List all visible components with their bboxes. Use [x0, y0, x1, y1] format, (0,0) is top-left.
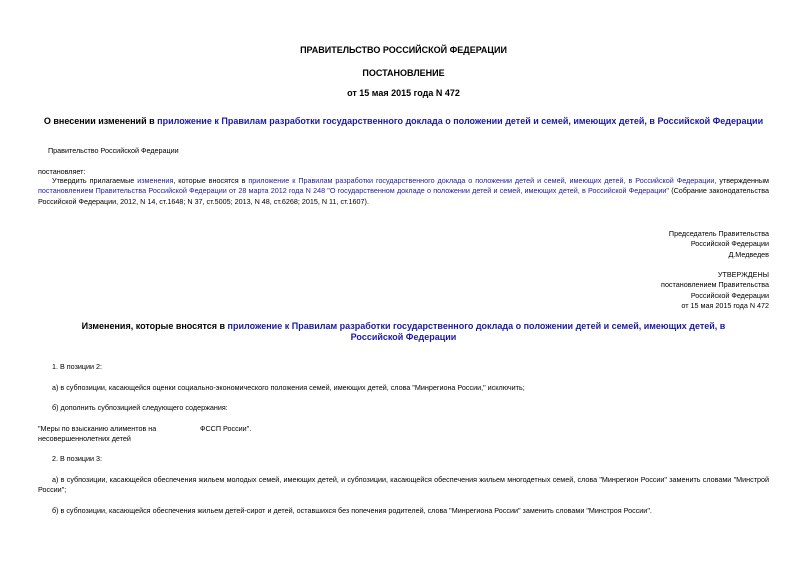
- p1-text-mid2: , утвержденным: [714, 176, 769, 185]
- header-org: ПРАВИТЕЛЬСТВО РОССИЙСКОЙ ФЕДЕРАЦИИ: [300, 45, 507, 55]
- link-decree-248[interactable]: постановлением Правительства Российской Федерации от 28 марта 2012 года N 248 "О государственном докладе о положении детей и семей, имеющих детей, в Российской Федерации": [38, 186, 669, 196]
- table-cell-agency: ФССП России".: [200, 424, 252, 433]
- title-prefix: О внесении изменений в: [43, 116, 158, 126]
- item-2a: а) в субпозиции, касающейся обеспечения жильем молодых семей, имеющих детей, и субпозиции, касающейся обеспечения жильем многодетных семей, слова "Минрегион России" заменить словами "Минстрой России";: [38, 475, 769, 495]
- p1-text-start: Утвердить прилагаемые: [52, 176, 138, 185]
- signature-line1: Председатель Правительства: [668, 229, 769, 238]
- p1-text-end: (Собрание законодательства Российской Федерации, 2012, N 14, ст.1648; N 37, ст.5005; 2013, N 48, ст.6268; 2015, N 11, ст.1607).: [38, 186, 769, 206]
- changes-title: [55, 321, 752, 343]
- approved-block: [549, 270, 769, 312]
- item-2b: б) в субпозиции, касающейся обеспечения жильем детей-сирот и детей, оставшихся без попечения родителей, слова "Минрегиона России" заменить словами "Минстроя России".: [52, 506, 652, 515]
- approved-line4: от 15 мая 2015 года N 472: [681, 301, 769, 311]
- preamble-government: Правительство Российской Федерации: [48, 146, 179, 155]
- signature-line2: Российской Федерации: [690, 239, 769, 249]
- table-cell-measures-line1: "Меры по взысканию алиментов на: [38, 424, 157, 433]
- item-1b: б) дополнить субпозицией следующего содержания:: [52, 403, 228, 412]
- signature-block: [549, 229, 769, 260]
- p1-text-mid1: , которые вносятся в: [173, 176, 249, 185]
- document-title: [20, 116, 787, 127]
- preamble-decrees: постановляет:: [38, 167, 86, 176]
- link-changes[interactable]: изменения: [137, 176, 174, 185]
- link-appendix[interactable]: приложение к Правилам разработки государственного доклада о положении детей и семей, имеющих детей, в Российской Федерации: [248, 176, 715, 185]
- item-1a: а) в субпозиции, касающейся оценки социально-экономического положения семей, имеющих детей, слова "Минрегиона России," исключить;: [52, 383, 525, 392]
- approved-line2: постановлением Правительства: [661, 280, 769, 290]
- item-2: 2. В позиции 3:: [52, 454, 103, 463]
- preamble-paragraph: [38, 176, 769, 207]
- header-doc-type: ПОСТАНОВЛЕНИЕ: [362, 68, 445, 78]
- table-cell-measures-line2: несовершеннолетних детей: [38, 434, 131, 444]
- table-cell-measures: [38, 424, 188, 445]
- signature-line3: Д.Медведев: [728, 249, 769, 259]
- approved-line3: Российской Федерации: [690, 290, 769, 300]
- changes-title-prefix: Изменения, которые вносятся в: [81, 321, 228, 331]
- item-1: 1. В позиции 2:: [52, 362, 103, 371]
- approved-line1: УТВЕРЖДЕНЫ: [717, 270, 769, 279]
- changes-title-link[interactable]: приложение к Правилам разработки государственного доклада о положении детей и семей, имеющих детей, в Российской Федерации: [227, 321, 726, 342]
- title-link[interactable]: приложение к Правилам разработки государственного доклада о положении детей и семей, имеющих детей, в Российской Федерации: [157, 116, 764, 126]
- header-date-number: от 15 мая 2015 года N 472: [347, 88, 460, 98]
